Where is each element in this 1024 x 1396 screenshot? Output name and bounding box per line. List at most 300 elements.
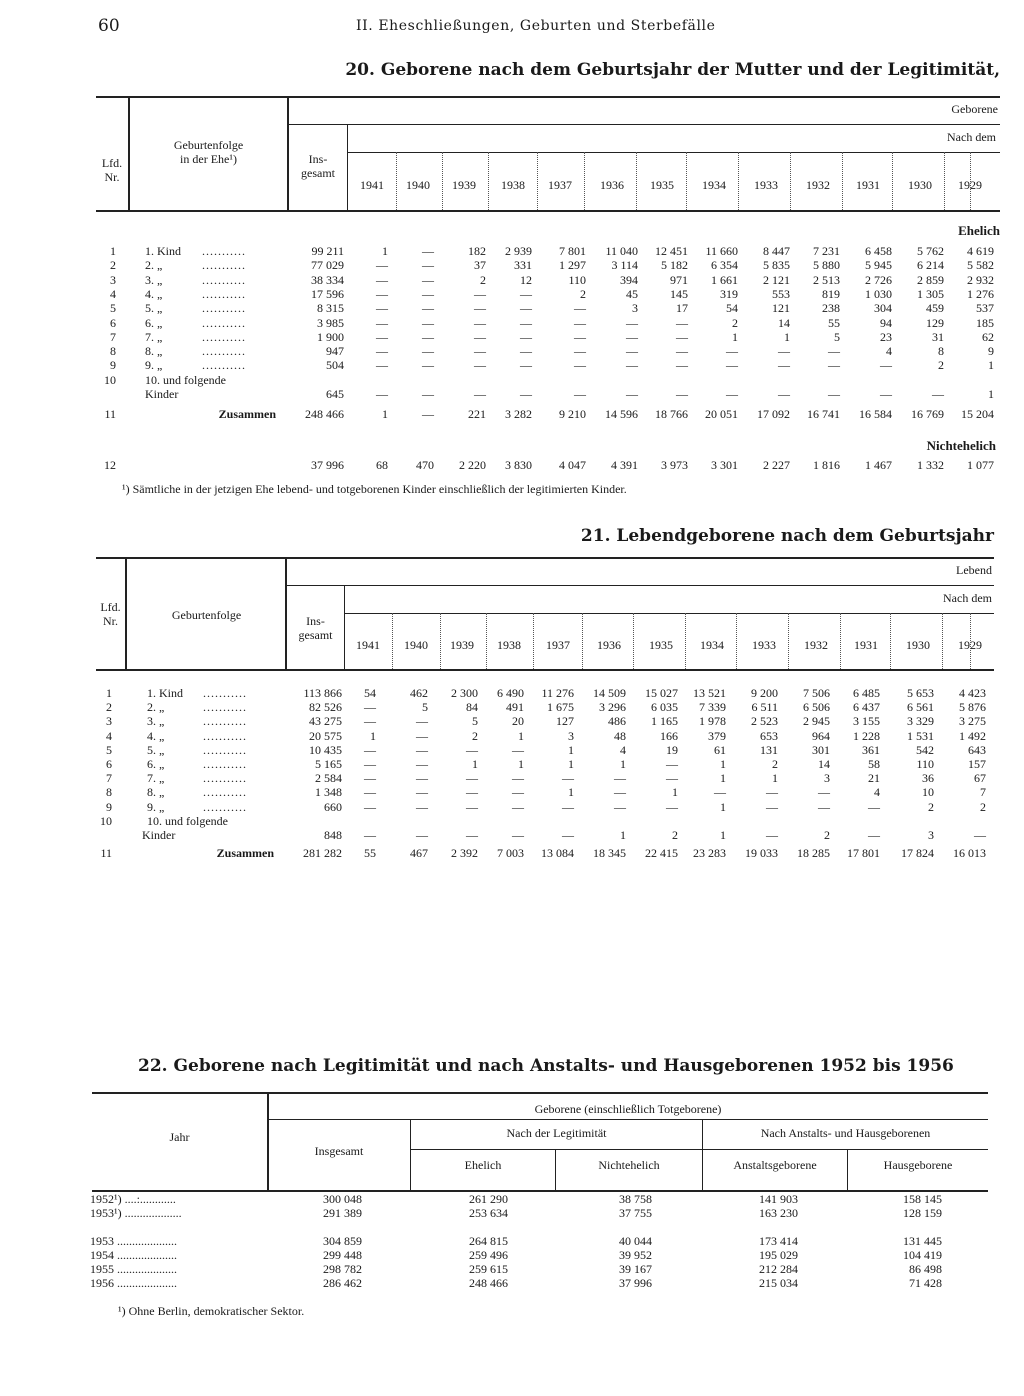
cell-value: —	[474, 301, 486, 316]
cell-value: 13 084	[541, 845, 574, 860]
nr-label-21: Nr.	[103, 614, 118, 628]
cell-value: 127	[556, 714, 574, 729]
cell-value: 6 511	[751, 700, 778, 715]
cell-value: —	[828, 358, 840, 373]
row-number: 4	[106, 728, 112, 743]
cell-value: —	[512, 827, 524, 842]
row-label-2: Kinder	[145, 386, 179, 401]
cell-value: 11 276	[541, 686, 574, 700]
cell-value: —	[726, 344, 738, 359]
cell-value: 48	[614, 728, 626, 743]
cell-value: 18 766	[655, 406, 688, 421]
cell-value: 259 496	[469, 1248, 508, 1262]
row-label: 10. und folgende	[147, 813, 228, 828]
table22-title: 22. Geborene nach Legitimität und nach Anstalts- und Hausgeborenen 1952 bis 1956	[138, 1056, 954, 1076]
cell-value: 301	[812, 742, 830, 757]
year-label: 1956 ....................	[90, 1276, 177, 1290]
year-header: 1940	[404, 638, 428, 652]
cell-value: 141 903	[759, 1192, 798, 1206]
cell-value: 3 973	[661, 458, 688, 472]
row-number: 1	[106, 686, 112, 700]
cell-value: 9	[988, 344, 994, 359]
geborene-label: Geborene	[951, 102, 998, 116]
cell-value: —	[416, 785, 428, 800]
cell-value: —	[626, 315, 638, 330]
cell-value: —	[626, 386, 638, 401]
cell-value: —	[376, 315, 388, 330]
year-header: 1934	[700, 638, 724, 652]
year-header: 1931	[856, 178, 880, 192]
cell-value: —	[574, 315, 586, 330]
nach-dem-label-21: Nach dem	[943, 591, 992, 605]
cell-value: —	[574, 386, 586, 401]
cell-value: —	[778, 358, 790, 373]
row-label: 5. „	[145, 301, 163, 316]
row-total: 504	[326, 358, 344, 373]
row-total: 43 275	[309, 714, 342, 729]
geburtenfolge-label-2: in der Ehe¹)	[180, 152, 237, 166]
cell-value: 1	[568, 742, 574, 757]
row-label: Zusammen	[218, 406, 276, 421]
row-label: 4. „	[147, 728, 165, 743]
cell-value: 2 859	[917, 272, 944, 287]
cell-value: —	[520, 358, 532, 373]
cell-value: 13 521	[693, 686, 726, 700]
cell-value: 2 300	[451, 686, 478, 700]
cell-value: 291 389	[323, 1206, 362, 1220]
cell-value: 304	[874, 301, 892, 316]
row-number: 11	[104, 406, 116, 421]
row-number: 2	[106, 700, 112, 715]
cell-value: —	[676, 329, 688, 344]
cell-value: —	[364, 757, 376, 771]
cell-value: 1	[988, 358, 994, 373]
row-label: 3. „	[147, 714, 165, 729]
cell-value: 2 227	[763, 458, 790, 472]
cell-value: 819	[822, 286, 840, 301]
cell-value: 7 003	[497, 845, 524, 860]
cell-value: 1	[772, 771, 778, 786]
cell-value: 38 758	[619, 1192, 652, 1206]
cell-value: 173 414	[759, 1234, 798, 1248]
cell-value: 62	[982, 329, 994, 344]
row-total: 113 866	[303, 686, 342, 700]
cell-value: 553	[772, 286, 790, 301]
cell-value: 964	[812, 728, 830, 743]
year-header: 1937	[548, 178, 572, 192]
cell-value: 1	[988, 386, 994, 401]
row-label: 2. „	[147, 700, 165, 715]
cell-value: 2	[580, 286, 586, 301]
row-label: 7. „	[145, 329, 163, 344]
cell-value: 2	[480, 272, 486, 287]
cell-value: —	[666, 771, 678, 786]
cell-value: 2	[980, 799, 986, 814]
cell-value: 17 801	[847, 845, 880, 860]
cell-value: 94	[880, 315, 892, 330]
year-header: 1940	[406, 178, 430, 192]
cell-value: —	[676, 358, 688, 373]
row-label: 9. „	[147, 799, 165, 814]
cell-value: 9 210	[559, 406, 586, 421]
cell-value: 12	[520, 272, 532, 287]
table22-footnote: ¹) Ohne Berlin, demokratischer Sektor.	[118, 1304, 305, 1318]
insgesamt-label-21-2: gesamt	[298, 628, 333, 642]
cell-value: 5 582	[967, 258, 994, 273]
cell-value: 2	[928, 799, 934, 814]
cell-value: —	[466, 785, 478, 800]
cell-value: 58	[868, 757, 880, 771]
cell-value: 7 506	[803, 686, 830, 700]
cell-value: 3	[568, 728, 574, 743]
cell-value: 331	[514, 258, 532, 273]
cell-value: —	[364, 742, 376, 757]
cell-value: 121	[772, 301, 790, 316]
cell-value: —	[416, 771, 428, 786]
year-header: 1930	[906, 638, 930, 652]
row-number: 7	[110, 329, 116, 344]
cell-value: —	[364, 827, 376, 842]
cell-value: —	[376, 258, 388, 273]
cell-value: 2 121	[763, 272, 790, 287]
cell-value: 17 092	[757, 406, 790, 421]
row-total: 37 996	[311, 458, 344, 472]
cell-value: 7 339	[699, 700, 726, 715]
cell-value: —	[416, 799, 428, 814]
cell-value: 6 485	[853, 686, 880, 700]
cell-value: 537	[976, 301, 994, 316]
cell-value: 6 354	[711, 258, 738, 273]
cell-value: —	[512, 771, 524, 786]
cell-value: 462	[410, 686, 428, 700]
cell-value: 5 653	[907, 686, 934, 700]
cell-value: 653	[760, 728, 778, 743]
cell-value: 971	[670, 272, 688, 287]
cell-value: —	[474, 344, 486, 359]
cell-value: 1	[784, 329, 790, 344]
cell-value: —	[474, 329, 486, 344]
cell-value: 3 296	[599, 700, 626, 715]
row-label: 4. „	[145, 286, 163, 301]
cell-value: 21	[868, 771, 880, 786]
jahr-label: Jahr	[169, 1130, 190, 1144]
row-total: 38 334	[311, 272, 344, 287]
row-number: 8	[106, 785, 112, 800]
cell-value: 1 531	[907, 728, 934, 743]
cell-value: 37 996	[619, 1276, 652, 1290]
cell-value: —	[880, 358, 892, 373]
cell-value: 1	[382, 406, 388, 421]
lfd-label: Lfd.	[101, 156, 123, 170]
cell-value: 3 155	[853, 714, 880, 729]
cell-value: —	[974, 827, 986, 842]
row-total: 848	[324, 827, 342, 842]
year-label: 1952¹) ....:............	[90, 1192, 176, 1206]
row-number: 9	[110, 358, 116, 373]
cell-value: 1 077	[967, 458, 994, 472]
cell-value: 3 830	[505, 458, 532, 472]
cell-value: 1 228	[853, 728, 880, 743]
cell-value: 300 048	[323, 1192, 362, 1206]
row-label: 2. „	[145, 258, 163, 273]
cell-value: 5 762	[917, 244, 944, 258]
cell-value: 4 423	[959, 686, 986, 700]
cell-value: 16 741	[807, 406, 840, 421]
cell-value: 6 035	[651, 700, 678, 715]
cell-value: 195 029	[759, 1248, 798, 1262]
geburtenfolge-label-21: Geburtenfolge	[171, 608, 242, 622]
cell-value: 3 282	[505, 406, 532, 421]
cell-value: 5 182	[661, 258, 688, 273]
cell-value: 3	[632, 301, 638, 316]
row-number: 2	[110, 258, 116, 273]
cell-value: 19	[666, 742, 678, 757]
cell-value: 14 509	[593, 686, 626, 700]
cell-value: 6 561	[907, 700, 934, 715]
cell-value: —	[676, 386, 688, 401]
cell-value: 1	[672, 785, 678, 800]
nach-dem-label: Nach dem	[947, 130, 996, 144]
cell-value: —	[520, 286, 532, 301]
cell-value: 5	[834, 329, 840, 344]
cell-value: —	[422, 258, 434, 273]
cell-value: —	[364, 700, 376, 715]
cell-value: —	[868, 799, 880, 814]
cell-value: 54	[364, 686, 376, 700]
cell-value: 5 945	[865, 258, 892, 273]
cell-value: 104 419	[903, 1248, 942, 1262]
cell-value: —	[666, 757, 678, 771]
row-label: 8. „	[145, 344, 163, 359]
cell-value: —	[466, 827, 478, 842]
cell-value: 8	[938, 344, 944, 359]
cell-value: —	[676, 344, 688, 359]
cell-value: 17 824	[901, 845, 934, 860]
cell-value: 259 615	[469, 1262, 508, 1276]
cell-value: 1 675	[547, 700, 574, 715]
geburtenfolge-label: Geburtenfolge	[173, 138, 244, 152]
cell-value: 18 285	[797, 845, 830, 860]
cell-value: —	[626, 358, 638, 373]
cell-value: 163 230	[759, 1206, 798, 1220]
row-total: 1 900	[317, 329, 344, 344]
cell-value: 131	[760, 742, 778, 757]
row-total: 82 526	[309, 700, 342, 715]
row-number: 5	[110, 301, 116, 316]
cell-value: 15 204	[961, 406, 994, 421]
cell-value: —	[422, 358, 434, 373]
cell-value: 542	[916, 742, 934, 757]
insgesamt-label-21: Ins-	[306, 614, 325, 628]
cell-value: —	[376, 344, 388, 359]
cell-value: 1	[720, 827, 726, 842]
cell-value: 5 876	[959, 700, 986, 715]
year-header: 1941	[356, 638, 380, 652]
cell-value: 6 214	[917, 258, 944, 273]
cell-value: 158 145	[903, 1192, 942, 1206]
cell-value: 6 458	[865, 244, 892, 258]
cell-value: —	[422, 329, 434, 344]
row-number: 11	[100, 845, 112, 860]
cell-value: —	[828, 344, 840, 359]
cell-value: 361	[862, 742, 880, 757]
cell-value: 131 445	[903, 1234, 942, 1248]
cell-value: —	[880, 386, 892, 401]
cell-value: 31	[932, 329, 944, 344]
row-number: 9	[106, 799, 112, 814]
cell-value: 1 467	[865, 458, 892, 472]
cell-value: —	[868, 827, 880, 842]
year-header: 1935	[649, 638, 673, 652]
cell-value: —	[422, 315, 434, 330]
cell-value: 55	[364, 845, 376, 860]
cell-value: 1	[370, 728, 376, 743]
page-number: 60	[98, 16, 120, 36]
cell-value: —	[376, 272, 388, 287]
cell-value: 1 978	[699, 714, 726, 729]
row-label: 1. Kind	[145, 244, 181, 258]
cell-value: 45	[626, 286, 638, 301]
row-total: 2 584	[315, 771, 342, 786]
year-header: 1941	[360, 178, 384, 192]
row-number: 6	[106, 757, 112, 771]
cell-value: 39 167	[619, 1262, 652, 1276]
cell-value: 470	[416, 458, 434, 472]
row-label: 6. „	[145, 315, 163, 330]
row-total: 20 575	[309, 728, 342, 743]
year-header: 1934	[702, 178, 726, 192]
year-header: 1930	[908, 178, 932, 192]
cell-value: 1	[720, 799, 726, 814]
cell-value: —	[574, 344, 586, 359]
cell-value: 1 276	[967, 286, 994, 301]
cell-value: 3 301	[711, 458, 738, 472]
cell-value: 1	[518, 728, 524, 743]
cell-value: —	[512, 742, 524, 757]
cell-value: 319	[720, 286, 738, 301]
section-nichtehelich: Nichtehelich	[926, 438, 996, 453]
cell-value: —	[520, 386, 532, 401]
cell-value: —	[376, 286, 388, 301]
cell-value: 5 880	[813, 258, 840, 273]
cell-value: 12 451	[655, 244, 688, 258]
cell-value: 2	[824, 827, 830, 842]
cell-value: 1 165	[651, 714, 678, 729]
cell-value: 7	[980, 785, 986, 800]
cell-value: 6 437	[853, 700, 880, 715]
cell-value: 248 466	[469, 1276, 508, 1290]
cell-value: 22 415	[645, 845, 678, 860]
insgesamt-label-22: Insgesamt	[314, 1144, 364, 1158]
cell-value: 1	[518, 757, 524, 771]
year-label: 1954 ....................	[90, 1248, 177, 1262]
row-number: 5	[106, 742, 112, 757]
cell-value: —	[422, 406, 434, 421]
row-label: 1. Kind	[147, 686, 183, 700]
cell-value: 264 815	[469, 1234, 508, 1248]
year-header: 1937	[546, 638, 570, 652]
row-total: 77 029	[311, 258, 344, 273]
cell-value: —	[520, 344, 532, 359]
cell-value: 55	[828, 315, 840, 330]
cell-value: 1	[720, 771, 726, 786]
cell-value: 3 114	[611, 258, 638, 273]
cell-value: —	[422, 272, 434, 287]
cell-value: —	[466, 771, 478, 786]
cell-value: —	[474, 315, 486, 330]
cell-value: —	[512, 799, 524, 814]
cell-value: 261 290	[469, 1192, 508, 1206]
year-header: 1938	[497, 638, 521, 652]
cell-value: 1 816	[813, 458, 840, 472]
row-total: 248 466	[305, 406, 344, 421]
row-label: 10. und folgende	[145, 372, 226, 387]
year-label: 1953 ....................	[90, 1234, 177, 1248]
cell-value: 15 027	[645, 686, 678, 700]
cell-value: —	[676, 315, 688, 330]
cell-value: 20 051	[705, 406, 738, 421]
cell-value: 486	[608, 714, 626, 729]
cell-value: 9 200	[751, 686, 778, 700]
table21-title: 21. Lebendgeborene nach dem Geburtsjahr	[580, 526, 994, 546]
cell-value: 394	[620, 272, 638, 287]
cell-value: 128 159	[903, 1206, 942, 1220]
cell-value: 182	[468, 244, 486, 258]
cell-value: —	[416, 742, 428, 757]
cell-value: —	[614, 785, 626, 800]
cell-value: —	[562, 799, 574, 814]
cell-value: 4	[620, 742, 626, 757]
cell-value: —	[562, 771, 574, 786]
cell-value: —	[364, 771, 376, 786]
row-label: 3. „	[145, 272, 163, 287]
nichtehelich-col-label: Nichtehelich	[598, 1158, 660, 1172]
cell-value: 1	[382, 244, 388, 258]
row-number: 3	[110, 272, 116, 287]
lfd-label-21: Lfd.	[100, 600, 121, 614]
cell-value: —	[422, 344, 434, 359]
cell-value: 2	[472, 728, 478, 743]
cell-value: —	[520, 329, 532, 344]
cell-value: 3 275	[959, 714, 986, 729]
cell-value: —	[766, 785, 778, 800]
row-label: 8. „	[147, 785, 165, 800]
year-header: 1929	[958, 638, 982, 652]
cell-value: —	[726, 358, 738, 373]
cell-value: 110	[568, 272, 586, 287]
cell-value: 4 047	[559, 458, 586, 472]
anstaltsgeborene-col-label: Anstaltsgeborene	[733, 1158, 817, 1172]
insgesamt-label: Ins-	[308, 152, 328, 166]
cell-value: 1	[620, 827, 626, 842]
cell-value: 5 835	[763, 258, 790, 273]
cell-value: —	[474, 286, 486, 301]
cell-value: —	[766, 827, 778, 842]
cell-value: —	[364, 799, 376, 814]
cell-value: 5	[422, 700, 428, 715]
row-number: 7	[106, 771, 112, 786]
row-label: 6. „	[147, 757, 165, 771]
cell-value: —	[422, 301, 434, 316]
cell-value: 2	[938, 358, 944, 373]
cell-value: 6 506	[803, 700, 830, 715]
cell-value: 4	[886, 344, 892, 359]
year-header: 1933	[754, 178, 778, 192]
cell-value: —	[818, 799, 830, 814]
cell-value: 145	[670, 286, 688, 301]
cell-value: —	[474, 386, 486, 401]
cell-value: 129	[926, 315, 944, 330]
